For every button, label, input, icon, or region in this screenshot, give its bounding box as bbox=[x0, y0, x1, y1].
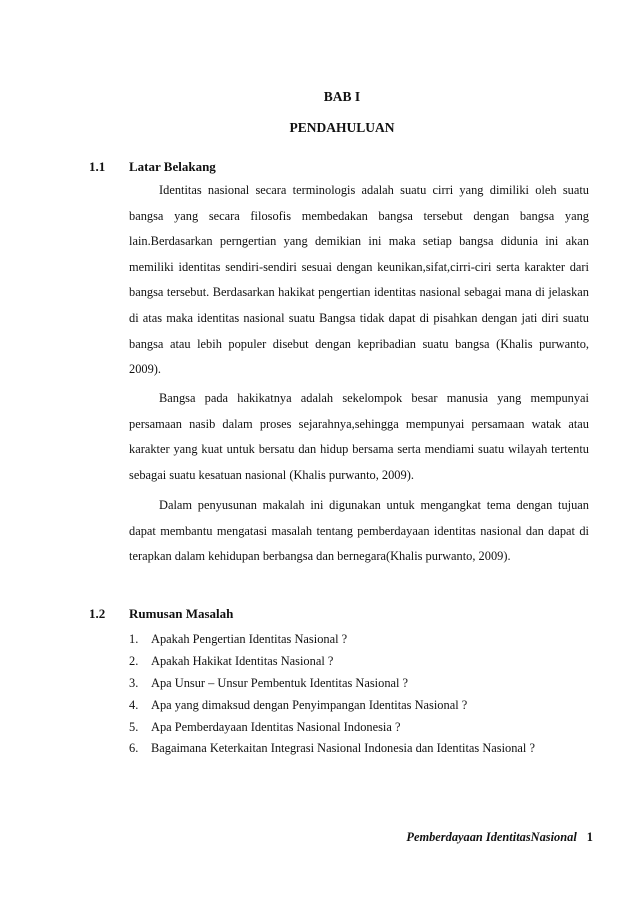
list-number: 6. bbox=[129, 741, 139, 755]
chapter-title: PENDAHULUAN bbox=[289, 120, 395, 135]
problem-list bbox=[129, 628, 589, 756]
paragraph-bangsa: Bangsa pada hakikatnya adalah sekelompok besar manusia yang mempunyai persamaan nasib dalam proses sejarahnya,sehingga mempunyai persamaan watak atau karakter yang kuat untuk bersatu dan hidup bersama serta mendiami suatu wilayah tertentu sebagai suatu kesatuan nasional (Khalis purwanto, 2009). bbox=[129, 391, 589, 482]
paragraph-identitas-nasional: Identitas nasional secara terminologis adalah suatu cirri yang dimiliki oleh suatu bangsa yang secara filosofis membedakan bangsa tersebut dengan bangsa yang lain.Berdasarkan perngertian yang demikian ini maka setiap bangsa didunia ini akan memiliki identitas sendiri-sendiri sesuai dengan keunikan,sifat,cirri-ciri serta karakter dari bangsa tersebut. Berdasarkan hakikat pengertian identitas nasional sebagai mana di jelaskan di atas maka identitas nasional suatu Bangsa tidak dapat di pisahkan dengan jati diri suatu bangsa atau lebih populer disebut dengan kepribadian suatu bangsa (Khalis purwanto, 2009). bbox=[129, 183, 589, 377]
footer-title: Pemberdayaan IdentitasNasional bbox=[406, 830, 577, 844]
chapter-number: BAB I bbox=[323, 89, 361, 104]
list-number: 1. bbox=[129, 632, 139, 646]
list-item bbox=[129, 741, 589, 756]
list-text: Apa Unsur – Unsur Pembentuk Identitas Nasional ? bbox=[151, 676, 409, 690]
list-item bbox=[129, 650, 589, 672]
list-item bbox=[129, 672, 589, 694]
list-text: Apa Pemberdayaan Identitas Nasional Indonesia ? bbox=[151, 720, 401, 734]
section-number: 1.1 bbox=[89, 159, 106, 174]
list-text: Apakah Hakikat Identitas Nasional ? bbox=[151, 654, 334, 668]
list-number: 2. bbox=[129, 654, 139, 668]
section-title: Latar Belakang bbox=[129, 159, 216, 174]
list-item bbox=[129, 716, 589, 738]
list-text: Apa yang dimaksud dengan Penyimpangan Identitas Nasional ? bbox=[151, 698, 468, 712]
list-number: 4. bbox=[129, 698, 139, 712]
list-number: 3. bbox=[129, 676, 139, 690]
list-item bbox=[129, 628, 589, 650]
list-text: Bagaimana Keterkaitan Integrasi Nasional Indonesia dan Identitas Nasional ? bbox=[151, 741, 535, 755]
list-number: 5. bbox=[129, 720, 139, 734]
section-title: Rumusan Masalah bbox=[129, 606, 234, 621]
page-footer bbox=[406, 830, 593, 845]
page-number: 1 bbox=[586, 830, 593, 844]
list-text: Apakah Pengertian Identitas Nasional ? bbox=[151, 632, 348, 646]
paragraph-penyusunan-makalah: Dalam penyusunan makalah ini digunakan untuk mengangkat tema dengan tujuan dapat membantu mengatasi masalah tentang pemberdayaan identitas nasional dan dapat di terapkan dalam kehidupan berbangsa dan bernegara(Khalis purwanto, 2009). bbox=[129, 498, 589, 564]
list-item bbox=[129, 694, 589, 716]
section-number: 1.2 bbox=[89, 606, 106, 621]
